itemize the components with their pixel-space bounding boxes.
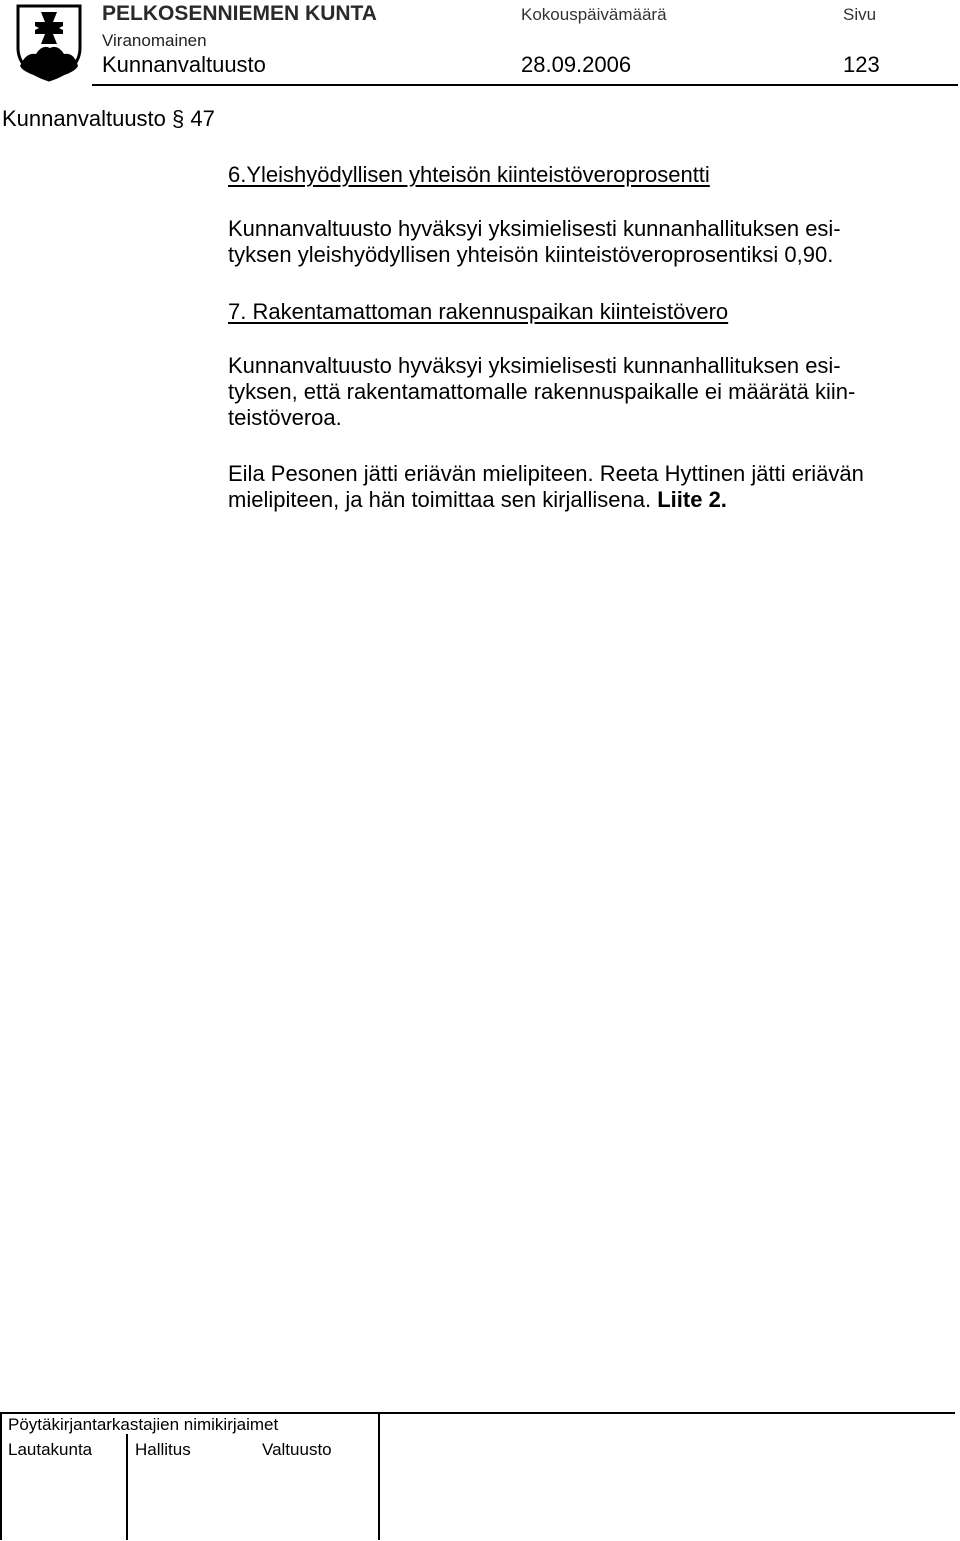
meeting-date-label: Kokouspäivämäärä	[521, 5, 667, 24]
item-text: Kunnanvaltuusto hyväksyi yksimielisesti kunnanhallituksen esi- tyksen, että rakentamattomalle rakennuspaikalle ei määrätä kiin- teistöveroa.	[228, 353, 856, 430]
item-heading: 7. Rakentamattoman rakennuspaikan kiinteistövero	[228, 299, 729, 324]
meeting-date: 28.09.2006	[521, 52, 632, 77]
footer-column-executive: Hallitus	[135, 1440, 191, 1459]
header-divider	[92, 84, 958, 86]
footer-column-council: Valtuusto	[262, 1440, 332, 1459]
authority-name: Kunnanvaltuusto	[102, 52, 266, 77]
section-body: Kunnanvaltuusto	[2, 106, 166, 131]
footer-title: Pöytäkirjantarkastajien nimikirjaimet	[8, 1415, 279, 1434]
section-symbol: §	[172, 106, 185, 131]
signature-table	[0, 1412, 955, 1540]
item-heading: 6.Yleishyödyllisen yhteisön kiinteistöveroprosentti	[228, 162, 710, 187]
authority-label: Viranomainen	[102, 31, 207, 50]
page-number: 123	[843, 52, 880, 77]
organization-name: PELKOSENNIEMEN KUNTA	[102, 2, 377, 25]
attachment-reference: Liite 2.	[657, 487, 727, 512]
coat-of-arms-cross-icon	[14, 4, 84, 82]
section-number: 47	[190, 106, 215, 131]
dissent-note: Eila Pesonen jätti eriävän mielipiteen. Reeta Hyttinen jätti eriävän mielipiteen, ja hän toimittaa sen kirjallisena. Liite 2.	[228, 461, 864, 512]
page-label: Sivu	[843, 5, 877, 24]
item-text: Kunnanvaltuusto hyväksyi yksimielisesti kunnanhallituksen esi- tyksen yleishyödyllisen yhteisön kiinteistöveroprosentiksi 0,90.	[228, 216, 841, 267]
section-reference	[2, 106, 215, 132]
footer-column-board: Lautakunta	[8, 1440, 93, 1459]
